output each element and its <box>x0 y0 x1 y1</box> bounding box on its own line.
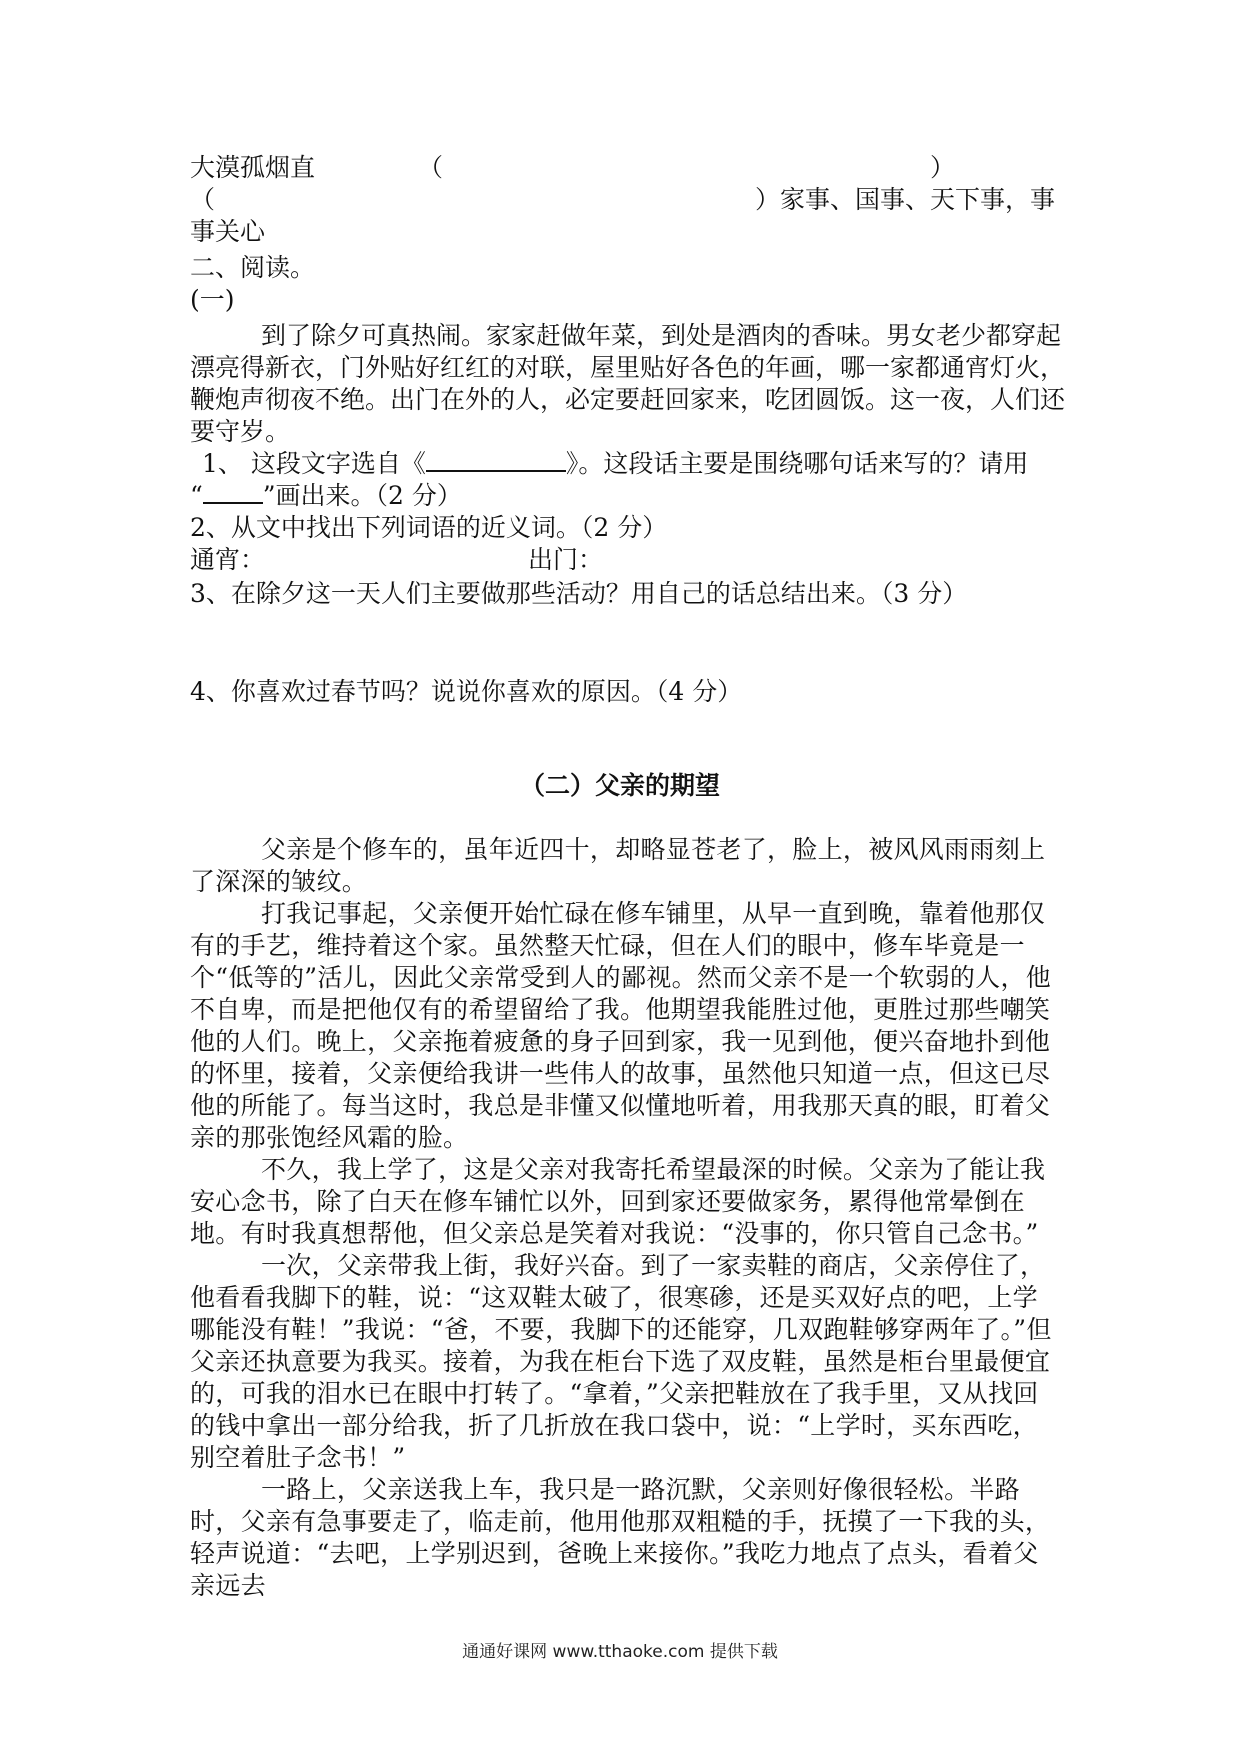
passage2-title: （二）父亲的期望 <box>519 771 720 800</box>
question-2: 2、从文中找出下列词语的近义词。（2 分） <box>190 513 668 542</box>
footer-credit: 通通好课网 www.tthaoke.com 提供下载 <box>462 1642 778 1662</box>
q2-right-label: 出门： <box>528 545 604 574</box>
reading-heading: 二、阅读。 <box>190 253 316 282</box>
passage2-paragraph: 打我记事起，父亲便开始忙碌在修车铺里，从早一直到晚，靠着他那仅有的手艺，维持着这个家。虽然整天忙碌，但在人们的眼中，修车毕竟是一个“低等的”活儿，因此父亲常受到人的鄙视。然而父亲不是一个软弱的人，他不自卑，而是把他仅有的希望留给了我。他期望我能胜过他，更胜过那些嘲笑他的人们。晚上，父亲拖着疲惫的身子回到家，我一见到他，便兴奋地扑到他的怀里，接着，父亲便给我讲一些伟人的故事，虽然他只知道一点，但这已尽他的所能了。每当这时，我总是非懂又似懂地听着，用我那天真的眼，盯着父亲的那张饱经风霜的脸。 <box>190 899 1052 1152</box>
q1-text-a: 1、 这段文字选自《 <box>202 449 426 478</box>
passage2-paragraph: 一路上，父亲送我上车，我只是一路沉默，父亲则好像很轻松。半路时，父亲有急事要走了，临走前，他用他那双粗糙的手，抚摸了一下我的头，轻声说道：“去吧，上学别迟到，爸晚上来接你。”我吃力地点了点头，看着父亲远去 <box>190 1475 1051 1600</box>
passage2-body <box>190 834 1054 1602</box>
passage1-line: 到了除夕可真热闹。家家赶做年菜，到处是酒肉的香味。男女老少都穿起 <box>261 321 1062 350</box>
line2-tail: ）家事、国事、天下事，事 <box>755 185 1056 214</box>
passage2-paragraph: 父亲是个修车的，虽年近四十，却略显苍老了，脸上，被风风雨雨刻上了深深的皱纹。 <box>190 835 1046 896</box>
q1-text-b: 》。这段话主要是围绕哪句话来写的？请用 <box>565 449 1029 478</box>
poem-line: 大漠孤烟直 <box>190 153 316 182</box>
passage1-line: 漂亮得新衣，门外贴好红红的对联，屋里贴好各色的年画，哪一家都通宵灯火， <box>190 353 1066 382</box>
q1-book-blank[interactable] <box>426 448 566 472</box>
reading-sub1: (一) <box>190 285 235 314</box>
passage1-line: 要守岁。 <box>190 417 291 446</box>
passage2-paragraph: 一次，父亲带我上街，我好兴奋。到了一家卖鞋的商店，父亲停住了，他看看我脚下的鞋，说：“这双鞋太破了，很寒碜，还是买双好点的吧，上学哪能没有鞋！”我说：“爸，不要，我脚下的还能穿，几双跑鞋够穿两年了。”但父亲还执意要为我买。接着，为我在柜台下选了双皮鞋，虽然是柜台里最便宜的，可我的泪水已在眼中打转了。“拿着，”父亲把鞋放在了我手里，又从找回的钱中拿出一部分给我，折了几折放在我口袋中，说：“上学时，买东西吃，别空着肚子念书！” <box>190 1251 1052 1472</box>
question-4: 4、你喜欢过春节吗？说说你喜欢的原因。（4 分） <box>190 677 743 706</box>
q2-left-label: 通宵： <box>190 545 266 574</box>
question-1 <box>202 448 1062 480</box>
question-3: 3、在除夕这一天人们主要做那些活动？用自己的话总结出来。（3 分） <box>190 579 968 608</box>
paren-open: （ <box>418 153 444 182</box>
line2-open: （ <box>190 185 216 214</box>
question-2-items <box>190 544 1050 576</box>
q3-answer-space[interactable] <box>190 612 1050 672</box>
q1-underline-sample <box>203 480 263 504</box>
paren-close: ） <box>930 153 956 182</box>
passage1-line: 鞭炮声彻夜不绝。出门在外的人，必定要赶回家来，吃团圆饭。这一夜，人们还 <box>190 385 1066 414</box>
question-1-cont: “ ”画出来。（2 分） <box>190 481 462 510</box>
q4-answer-space[interactable] <box>190 710 1050 760</box>
line3: 事关心 <box>190 217 266 246</box>
line2-row <box>190 184 1056 216</box>
poem-line-row <box>190 152 1050 184</box>
passage2-paragraph: 不久，我上学了，这是父亲对我寄托希望最深的时候。父亲为了能让我安心念书，除了白天在修车铺忙以外，回到家还要做家务，累得他常晕倒在地。有时我真想帮他，但父亲总是笑着对我说：“没事的，你只管自己念书。” <box>190 1155 1046 1248</box>
